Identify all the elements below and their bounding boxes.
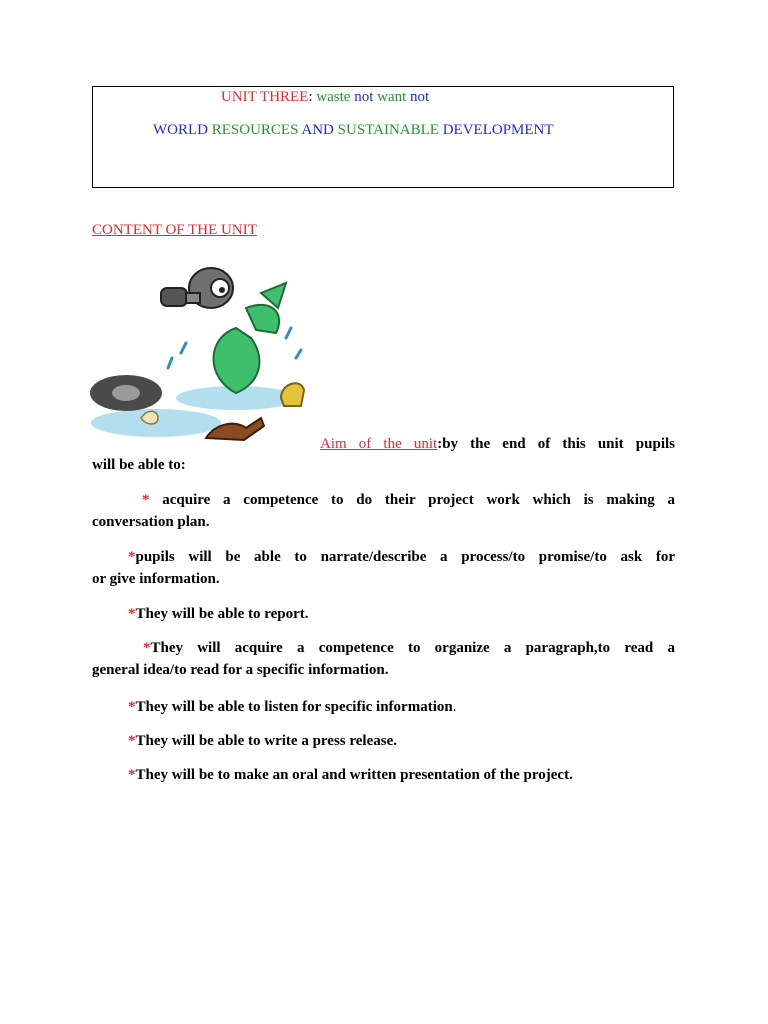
objective-6: *They will be able to write a press release.	[128, 733, 397, 749]
objective-5: *They will be able to listen for specific information.	[128, 699, 457, 715]
objective-2: *pupils will be able to narrate/describe a process/to promise/to ask for or give information.	[92, 549, 675, 587]
unit-label: UNIT THREE	[221, 89, 309, 105]
content-heading: CONTENT OF THE UNIT	[92, 222, 257, 238]
objective-3: *They will be able to report.	[128, 606, 309, 622]
objective-7: *They will be to make an oral and written presentation of the project.	[128, 767, 573, 783]
title-box	[92, 86, 674, 188]
unit-title: UNIT THREE: waste not want not	[221, 89, 430, 105]
unit-subtitle: WORLD RESOURCES AND SUSTAINABLE DEVELOPMENT	[153, 122, 554, 138]
aim-label: Aim of the unit	[320, 436, 438, 452]
objective-4: *They will acquire a competence to organize a paragraph,to read a general idea/to read for a specific information.	[92, 640, 675, 678]
aim-line: Aim of the unit:by the end of this unit pupils	[320, 436, 676, 452]
objective-1: * acquire a competence to do their project work which is making a conversation plan.	[92, 492, 675, 530]
polluted-fish-illustration	[86, 258, 326, 454]
aim-continuation: will be able to:	[92, 457, 186, 473]
